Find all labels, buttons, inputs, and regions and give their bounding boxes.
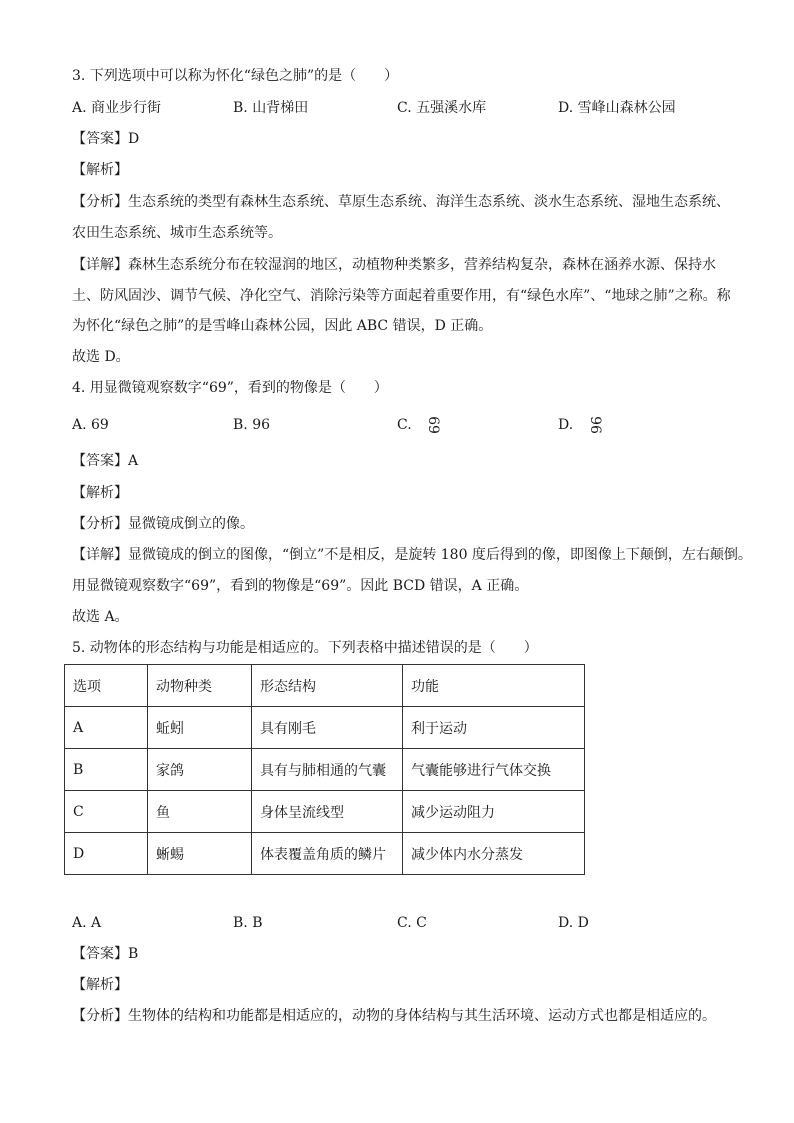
q4-stem: 4. 用显微镜观察数字“69”，看到的物像是（ ） <box>72 380 388 396</box>
q4-option-c <box>397 415 442 435</box>
table-cell: A <box>65 707 148 749</box>
table-cell: 利于运动 <box>403 707 585 749</box>
table-cell: 蜥蜴 <box>148 833 252 875</box>
q5-answer: 【答案】B <box>72 946 139 962</box>
table-cell: 体表覆盖角质的鳞片 <box>252 833 403 875</box>
q4-option-b-text: 96 <box>252 417 271 433</box>
q3-answer: 【答案】D <box>72 131 140 147</box>
table-row <box>65 833 585 875</box>
q3-stem: 3. 下列选项中可以称为怀化“绿色之肺”的是（ ） <box>72 68 399 84</box>
table-cell: B <box>65 749 148 791</box>
q4-option-a <box>72 415 109 435</box>
q4-option-d-rotated-text: 96 <box>586 416 603 434</box>
q4-option-a-label: A. <box>72 417 87 433</box>
q5-option-c: C. C <box>397 915 427 931</box>
q3-xiangjie-line-3: 为怀化“绿色之肺”的是雪峰山森林公园，因此 ABC 错误，D 正确。 <box>72 318 493 334</box>
q5-stem: 5. 动物体的形态结构与功能是相适应的。下列表格中描述错误的是（ ） <box>72 640 538 656</box>
q3-conclusion: 故选 D。 <box>72 349 130 365</box>
table-cell: 具有刚毛 <box>252 707 403 749</box>
q4-fenxi: 【分析】显微镜成倒立的像。 <box>72 516 254 532</box>
q3-option-b: B. 山背梯田 <box>233 100 309 116</box>
q5-option-d: D. D <box>558 915 589 931</box>
q3-option-a: A. 商业步行街 <box>72 100 162 116</box>
table-cell: 气囊能够进行气体交换 <box>403 749 585 791</box>
q3-option-c: C. 五强溪水库 <box>397 100 487 116</box>
table-cell: 具有与肺相通的气囊 <box>252 749 403 791</box>
q3-option-d: D. 雪峰山森林公园 <box>558 100 676 116</box>
table-cell: 身体呈流线型 <box>252 791 403 833</box>
q3-jiexi-label: 【解析】 <box>72 162 128 178</box>
q4-conclusion: 故选 A。 <box>72 609 129 625</box>
q4-option-d <box>558 415 603 435</box>
table-header-cell: 动物种类 <box>148 665 252 707</box>
table-cell: 减少运动阻力 <box>403 791 585 833</box>
q3-xiangjie-line-2: 土、防风固沙、调节气候、净化空气、消除污染等方面起着重要作用，有“绿色水库”、“地球之肺”之称。称 <box>72 288 731 304</box>
q5-option-a: A. A <box>72 915 102 931</box>
q4-option-b-label: B. <box>233 417 248 433</box>
q4-option-c-rotated-text: 69 <box>425 416 442 434</box>
table-row <box>65 749 585 791</box>
table-cell: 家鸽 <box>148 749 252 791</box>
q5-table <box>64 664 585 875</box>
q4-xiangjie-line-2: 用显微镜观察数字“69”，看到的物像是“69”。因此 BCD 错误，A 正确。 <box>72 578 529 594</box>
q4-answer: 【答案】A <box>72 453 139 469</box>
table-cell: 鱼 <box>148 791 252 833</box>
q5-option-b: B. B <box>233 915 263 931</box>
q5-fenxi: 【分析】生物体的结构和功能都是相适应的，动物的身体结构与其生活环境、运动方式也都是相适应的。 <box>72 1008 716 1024</box>
table-row <box>65 707 585 749</box>
table-cell: 减少体内水分蒸发 <box>403 833 585 875</box>
table-row <box>65 791 585 833</box>
q3-fenxi-line-1: 【分析】生态系统的类型有森林生态系统、草原生态系统、海洋生态系统、淡水生态系统、湿地生态系统、 <box>72 194 730 210</box>
q3-xiangjie-line-1: 【详解】森林生态系统分布在较湿润的地区，动植物种类繁多，营养结构复杂，森林在涵养水源、保持水 <box>72 257 716 273</box>
table-header-cell: 形态结构 <box>252 665 403 707</box>
q4-jiexi-label: 【解析】 <box>72 485 128 501</box>
q4-option-b <box>233 415 270 435</box>
table-header-cell: 选项 <box>65 665 148 707</box>
table-header-row <box>65 665 585 707</box>
table-header-cell: 功能 <box>403 665 585 707</box>
q4-option-a-text: 69 <box>91 417 109 433</box>
q4-xiangjie-line-1: 【详解】显微镜成的倒立的图像，“倒立”不是相反，是旋转 180 度后得到的像，即图像上下颠倒，左右颠倒。 <box>72 547 752 563</box>
q3-fenxi-line-2: 农田生态系统、城市生态系统等。 <box>72 225 282 241</box>
q4-option-d-label: D. <box>558 417 574 433</box>
table-cell: C <box>65 791 148 833</box>
q5-jiexi-label: 【解析】 <box>72 977 128 993</box>
table-cell: 蚯蚓 <box>148 707 252 749</box>
q4-option-c-label: C. <box>397 417 412 433</box>
table-cell: D <box>65 833 148 875</box>
